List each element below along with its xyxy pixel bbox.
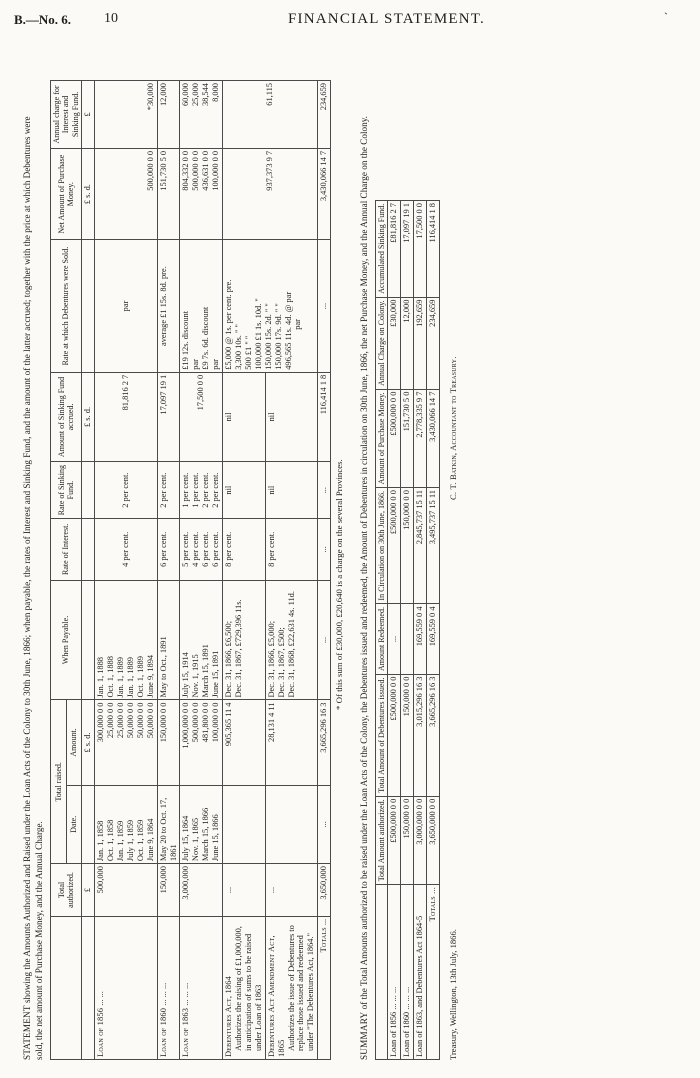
payable-line: June 15, 1891 <box>211 650 221 698</box>
sold-line: £19 12s. discount <box>181 310 191 370</box>
table-row <box>223 81 266 1060</box>
totals-row <box>427 201 440 1060</box>
summary-authorized: 150,000 0 0 <box>401 796 414 884</box>
payable-line: Nov. 1, 1915 <box>191 654 201 698</box>
date-line: July 1, 1859 <box>125 819 135 862</box>
summary-caption-text: of the Total Amounts authorized to be raised under the Loan Acts of the Colony, the Debentures issued and redeemed, the Amount of Debentures in circulation on 30th June, 1866, the net Purchase Money, and the Annual Charge on the Colony. <box>358 116 369 1010</box>
col-sinking-accrued: Amount of Sinking Fund accrued. <box>51 372 82 461</box>
unit-amount: £ s. d. <box>82 700 95 785</box>
total-annual: 234,659 <box>318 81 331 149</box>
annual-line: 60,000 <box>181 83 191 107</box>
net-line: 804,332 0 0 <box>181 150 191 191</box>
annual-line: 8,000 <box>211 83 221 102</box>
payable-line: Dec. 31, 1867, £500; <box>276 627 286 698</box>
summary-loan: Loan of 1860 ... ... ... <box>401 885 414 1060</box>
payable-line: Dec. 31, 1868, £22,631 4s. 11d. <box>286 591 296 698</box>
page-title: FINANCIAL STATEMENT. <box>288 11 485 27</box>
statement-table <box>50 80 331 1060</box>
amount-cell: 28,131 4 11 <box>265 700 318 785</box>
statement-caption <box>22 100 45 1060</box>
unit-annual: £ <box>82 81 95 149</box>
payable-line: Oct. 1, 1888 <box>106 656 116 698</box>
col-rate-sold: Rate at which Debentures were Sold. <box>51 240 82 372</box>
summary-issued: £500,000 0 0 <box>388 674 401 796</box>
sold-line: par <box>211 359 221 370</box>
date-line: Oct. 1, 1858 <box>106 819 116 862</box>
summary-col-circulation: In Circulation on 30th June, 1866. <box>376 488 388 604</box>
signature-name: C. T. Batkin, Accountant to Treasury. <box>448 356 459 500</box>
summary-totals-label: Totals ... <box>428 887 438 922</box>
summary-col-loan <box>376 885 388 1060</box>
interest-line: 4 per cent. <box>191 531 201 567</box>
summary-sinking: £81,816 2 7 <box>388 201 401 298</box>
payable-line: Dec. 31, 1866, £6,500; <box>224 620 234 698</box>
leader-dots: ... <box>319 918 329 926</box>
summary-col-annual: Annual Charge on Colony. <box>376 297 388 389</box>
total-date: ... <box>318 785 331 864</box>
statement-caption-lead: STATEMENT <box>22 1005 32 1060</box>
summary-redeemed: 169,559 0 4 <box>414 604 427 674</box>
total-net: 3,430,066 14 7 <box>318 148 331 239</box>
payable-line: Oct. 1, 1889 <box>135 656 145 698</box>
col-rate-sinking: Rate of Sinking Fund. <box>51 462 82 519</box>
leader-dots: ... ... ... <box>181 982 191 1006</box>
summary-caption <box>359 100 371 1060</box>
loan-name: Loan of 1860 <box>158 1007 168 1057</box>
summary-annual: 12,000 <box>401 297 414 389</box>
sold-line: 150,000 17s. 9d. " " <box>273 303 283 370</box>
total-amount: 3,665,296 16 3 <box>318 700 331 785</box>
accrued-cell: nil <box>265 372 318 461</box>
col-net-purchase: Net Amount of Purchase Money. <box>51 148 82 239</box>
total-sinking: ... <box>318 462 331 519</box>
loan-description: Authorizes the issue of Debentures to replace those issued and redeemed under "The Debentures Act, 1864." <box>286 925 316 1051</box>
table-row <box>95 81 157 1060</box>
col-date: Date. <box>66 785 82 864</box>
sinking-cell: 2 per cent. <box>157 462 180 519</box>
interest-line: 6 per cent. <box>211 531 221 567</box>
col-rate-interest: Rate of Interest. <box>51 519 82 580</box>
col-loan <box>51 916 82 1059</box>
col-amount: Amount. <box>66 700 82 785</box>
net-line: 500,000 0 0 <box>191 150 201 191</box>
net-cell: 151,730 5 0 <box>157 148 180 239</box>
amount-line: 481,800 0 0 <box>201 702 211 743</box>
total-payable: ... <box>318 580 331 700</box>
sold-cell: average £1 15s. 8d. pre. <box>157 240 180 372</box>
payable-line: Jan. 1, 1888 <box>96 657 106 698</box>
total-interest: ... <box>318 519 331 580</box>
table-row <box>414 201 427 1060</box>
table-row <box>157 81 180 1060</box>
page-header <box>0 10 700 32</box>
summary-caption-lead: SUMMARY <box>358 1011 369 1060</box>
totals-label: Totals <box>319 927 329 953</box>
payable-line: July 15, 1914 <box>181 652 191 698</box>
summary-sinking: 17,500 0 0 <box>414 201 427 298</box>
sold-line: 500 £1 " " <box>243 335 253 370</box>
summary-total-sinking: 116,414 1 8 <box>427 201 440 298</box>
date-cell: May 20 to Oct. 17, 1861 <box>157 785 180 864</box>
sold-line: par <box>293 319 303 330</box>
summary-loan: Loan of 1856 ... ... ... <box>388 885 401 1060</box>
page-number: 10 <box>104 11 118 26</box>
date-line: June 9, 1864 <box>145 818 155 862</box>
sinking-cell: 2 per cent. <box>95 462 157 519</box>
accrued-cell: nil <box>223 372 266 461</box>
summary-col-authorized: Total Amount authorized. <box>376 796 388 884</box>
amount-line: 25,000 0 0 <box>116 702 126 739</box>
sinking-line: 1 per cent. <box>181 472 191 508</box>
amount-line: 300,000 0 0 <box>96 702 106 743</box>
signature-place-date: Treasury, Wellington, 13th July, 1866. <box>448 929 459 1060</box>
date-line: Jan. 1, 1859 <box>116 820 126 862</box>
summary-col-sinking: Accumulated Sinking Fund. <box>376 201 388 298</box>
annual-line: 25,000 <box>191 83 201 107</box>
footnote: * Of this sum of £30,000, £20,640 is a charge on the several Provinces. <box>334 459 345 710</box>
loan-description: Authorizes the raising of £1,000,000, in anticipation of sums to be raised under Loan of 1863 <box>234 926 263 1051</box>
summary-sinking: 17,097 19 1 <box>401 201 414 298</box>
total-accrued: 116,414 1 8 <box>318 372 331 461</box>
payable-line: June 9, 1894 <box>145 654 155 698</box>
interest-line: 6 per cent. <box>201 531 211 567</box>
summary-loan: Loan of 1863, and Debentures Act 1864-5 <box>414 885 427 1060</box>
sold-line: 496,565 11s. 4d. @ par <box>283 291 293 370</box>
accrued-cell: 81,816 2 7 <box>95 372 157 461</box>
annual-cell: *30,000 <box>95 81 157 149</box>
summary-total-circulation: 3,495,737 15 11 <box>427 488 440 604</box>
summary-circulation: 2,845,737 15 11 <box>414 488 427 604</box>
amount-line: 50,000 0 0 <box>135 702 145 739</box>
authorized-cell: ... <box>223 864 266 917</box>
summary-table <box>375 200 440 1060</box>
date-line: Jan. 1, 1858 <box>96 820 106 862</box>
amount-cell: 905,365 11 4 <box>223 700 266 785</box>
statement-caption-text: showing the Amounts Authorized and Raised under the Loan Acts of the Colony to 30th June, 1866; when payable, the rates of Interest and Sinking Fund, and the amount of the latter accrued; together with the price at which Debentures were sold, the net amount of Purchase Money, and the Annual Charge. <box>22 116 44 1060</box>
summary-issued: 150,000 0 0 <box>401 674 414 796</box>
authorized-cell: ... <box>265 864 318 917</box>
payable-line: Dec. 31, 1867, £729,396 11s. <box>234 599 243 698</box>
sinking-line: 2 per cent. <box>201 472 211 508</box>
sold-line: 3,300 10s. " " <box>234 324 243 370</box>
summary-purchase: £500,000 0 0 <box>388 389 401 487</box>
date-line: March 15, 1866 <box>201 807 211 862</box>
signature-block <box>448 200 462 1060</box>
summary-redeemed <box>401 604 414 674</box>
summary-total-authorized: 3,650,000 0 0 <box>427 796 440 884</box>
sinking-cell: nil <box>223 462 266 519</box>
totals-row <box>318 81 331 1060</box>
payable-line: Jan. 1, 1889 <box>125 657 135 698</box>
summary-annual: £30,000 <box>388 297 401 389</box>
accrued-cell: 17,500 0 0 <box>180 372 223 461</box>
net-line: 436,631 0 0 <box>201 150 211 191</box>
interest-cell: 8 per cent. <box>265 519 318 580</box>
summary-total-annual: 234,659 <box>427 297 440 389</box>
amount-line: 25,000 0 0 <box>106 702 116 739</box>
amount-line: 50,000 0 0 <box>145 702 155 739</box>
col-total-raised: Total raised. <box>51 700 67 864</box>
annual-cell: 61,115 <box>223 81 318 149</box>
sinking-line: 1 per cent. <box>191 472 201 508</box>
units-row <box>82 81 95 1060</box>
date-line: July 15, 1864 <box>181 815 191 862</box>
payable-cell: May to Oct., 1891 <box>157 580 180 700</box>
summary-col-redeemed: Amount Redeemed. <box>376 604 388 674</box>
amount-line: 50,000 0 0 <box>125 702 135 739</box>
total-sold: ... <box>318 240 331 372</box>
leader-dots: ... ... <box>96 991 106 1006</box>
loan-name: Debentures Act, 1864 <box>224 976 234 1057</box>
date-line: Nov. 1, 1865 <box>191 817 201 862</box>
summary-purchase: 2,778,335 9 7 <box>414 389 427 487</box>
amount-line: 500,000 0 0 <box>191 702 201 743</box>
rotated-content <box>22 50 682 1060</box>
loan-name: Loan of 1856 <box>96 1007 106 1057</box>
unit-net: £ s. d. <box>82 148 95 239</box>
authorized-cell: 3,000,000 <box>180 864 223 917</box>
table-row <box>401 201 414 1060</box>
summary-col-issued: Total Amount of Debentures issued. <box>376 674 388 796</box>
net-cell: 500,000 0 0 <box>95 148 157 239</box>
summary-authorized: £500,000 0 0 <box>388 796 401 884</box>
date-line: June 15, 1866 <box>211 814 221 862</box>
document-code: B.—No. 6. <box>14 12 72 27</box>
interest-cell: 4 per cent. <box>95 519 157 580</box>
loan-name: Loan of 1863 <box>181 1007 191 1057</box>
summary-redeemed: ... <box>388 604 401 674</box>
table-row <box>388 201 401 1060</box>
col-annual-charge: Annual charge for Interest and Sinking Fund. <box>51 81 82 149</box>
interest-cell: 8 per cent. <box>223 519 266 580</box>
accrued-cell: 17,097 19 1 <box>157 372 180 461</box>
payable-line: Dec. 31, 1866, £5,000; <box>266 620 276 698</box>
col-total-authorized: Total authorized. <box>51 864 82 917</box>
sold-line: par <box>191 359 201 370</box>
annual-line: 38,544 <box>201 83 211 107</box>
summary-circulation: £500,000 0 0 <box>388 488 401 604</box>
interest-line: 5 per cent. <box>181 531 191 567</box>
authorized-cell: 150,000 <box>157 864 180 917</box>
net-line: 100,000 0 0 <box>211 150 221 191</box>
summary-total-purchase: 3,430,066 14 7 <box>427 389 440 487</box>
payable-line: March 15, 1891 <box>201 644 211 698</box>
amount-line: 100,000 0 0 <box>211 702 221 743</box>
summary-purchase: 151,730 5 0 <box>401 389 414 487</box>
table-row <box>180 81 223 1060</box>
amount-line: 1,000,000 0 0 <box>181 702 191 749</box>
sold-line: £5,000 @ 1s. per cent. pre. <box>224 279 234 370</box>
summary-col-purchase: Amount of Purchase Money. <box>376 389 388 487</box>
total-authorized: 3,650,000 <box>318 864 331 917</box>
stray-mark: ` <box>664 10 668 24</box>
leader-dots: ... ... ... <box>158 982 168 1006</box>
summary-circulation: 150,000 0 0 <box>401 488 414 604</box>
authorized-cell: 500,000 <box>95 864 157 917</box>
annual-cell: 12,000 <box>157 81 180 149</box>
unit-authorized: £ <box>82 864 95 917</box>
payable-line: Jan. 1, 1889 <box>116 657 126 698</box>
summary-issued: 3,015,296 16 3 <box>414 674 427 796</box>
summary-total-issued: 3,665,296 16 3 <box>427 674 440 796</box>
summary-total-redeemed: 169,559 0 4 <box>427 604 440 674</box>
date-line: Oct. 1, 1859 <box>135 819 145 862</box>
sold-cell: par <box>95 240 157 372</box>
amount-cell: 150,000 0 0 <box>157 700 180 785</box>
sinking-line: 2 per cent. <box>211 472 221 508</box>
summary-annual: 192,659 <box>414 297 427 389</box>
interest-cell: 6 per cent. <box>157 519 180 580</box>
col-when-payable: When Payable. <box>51 580 82 700</box>
sold-line: 150,000 15s. 2d. " " <box>263 303 273 370</box>
unit-accrued: £ s. d. <box>82 372 95 461</box>
sold-line: 100,000 £1 1s. 10d. " <box>253 298 263 370</box>
loan-name: Debentures Act Amendment Act, 1865 <box>266 935 286 1057</box>
sinking-cell: nil <box>265 462 318 519</box>
net-cell: 937,373 9 7 <box>223 148 318 239</box>
sold-line: £9 7s. 6d. discount <box>201 306 211 370</box>
summary-authorized: 3,000,000 0 0 <box>414 796 427 884</box>
